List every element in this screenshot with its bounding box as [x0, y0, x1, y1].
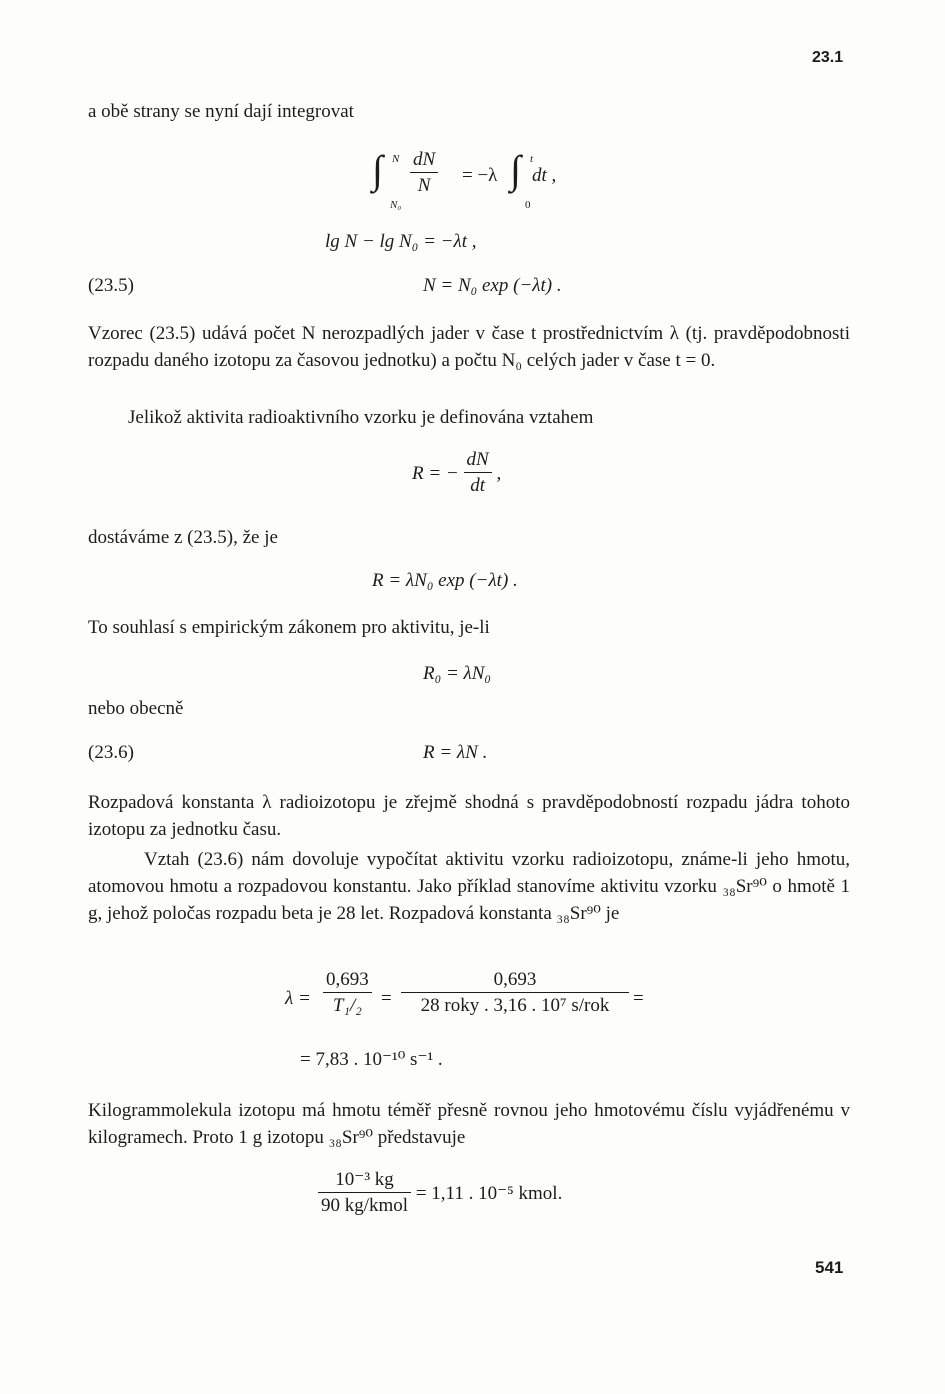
integral-sign-1: ∫: [372, 147, 383, 192]
equals-minus-lambda: = −λ: [462, 165, 498, 186]
paragraph-obecne: nebo obecně: [88, 698, 184, 719]
equation-label-23-5: (23.5): [88, 275, 134, 296]
equation-R-definition: R = − $\frac{dN}{dt}$ ,: [412, 449, 502, 496]
section-number: 23.1: [812, 49, 844, 66]
equation-lambda: [285, 968, 665, 1030]
integral-1-lower: N₀: [390, 199, 402, 211]
lambda-end-equals: =: [633, 988, 644, 1009]
lambda-mid-equals: =: [381, 988, 392, 1009]
page-number: 541: [815, 1258, 844, 1277]
equation-label-23-6: (23.6): [88, 742, 134, 763]
paragraph-kilogrammolekula: Kilogrammolekula izotopu má hmotu téměř přesně rovnou jeho hmotovému číslu vyjádřenému v kilogramech. Proto 1 g izotopu ₃₈Sr⁹⁰ představuje: [88, 1100, 850, 1148]
equation-kmol: $\frac{\text{10⁻³ kg}}{\text{90 kg/kmol}}$ = 1,11 . 10⁻⁵ kmol.: [318, 1168, 562, 1226]
fraction-dN-N: $\frac{dN}{N}$: [410, 148, 438, 199]
integral-sign-2: ∫: [510, 147, 521, 192]
paragraph-integrate: a obě strany se nyní dají integrovat: [88, 101, 354, 122]
paragraph-jelikoz: Jelikož aktivita radioaktivního vzorku je definována vztahem: [128, 407, 594, 428]
paragraph-dostavame: dostáváme z (23.5), že je: [88, 527, 278, 548]
equation-integral: [372, 142, 632, 211]
integral-1-upper: N: [392, 153, 400, 165]
fraction-half-life: $\frac{0,693}{\text{T₁/₂}}$: [323, 968, 372, 1019]
paragraph-rozpadova: Rozpadová konstanta λ radioizotopu je zřejmě shodná s pravděpodobností rozpadu jádra tohoto izotopu za jednotku času.: [88, 792, 850, 840]
fraction-numeric: 0,693 28 roky . 3,16 . 10⁷ s/rok: [401, 968, 629, 1019]
lambda-lhs: λ =: [285, 988, 311, 1009]
paragraph-vzorec: Vzorec (23.5) udává počet N nerozpadlých jader v čase t prostřednictvím λ (tj. pravděpodobnosti rozpadu daného izotopu za časovou jednotku) a počtu N₀ celých jader v čase t = 0.: [88, 323, 850, 371]
equation-23-6: R = λN .: [423, 742, 488, 763]
equation-lambda-result: = 7,83 . 10⁻¹⁰ s⁻¹ .: [300, 1049, 443, 1070]
integral-2-lower: 0: [525, 199, 531, 211]
paragraph-souhlasi: To souhlasí s empirickým zákonem pro aktivitu, je-li: [88, 617, 490, 638]
equation-R-exp: R = λN₀ exp (−λt) .: [372, 570, 518, 591]
integral-2-body: dt ,: [532, 165, 557, 186]
equation-23-5: N = N₀ exp (−λt) .: [423, 275, 562, 296]
integral-2-upper: t: [530, 153, 534, 165]
equation-R0: R₀ = λN₀: [423, 663, 492, 684]
paragraph-vztah: Vztah (23.6) nám dovoluje vypočítat aktivitu vzorku radioizotopu, známe-li jeho hmotu, atomovou hmotu a rozpadovou konstantu. Jako příklad stanovíme aktivitu vzorku ₃₈Sr⁹⁰ o hmotě 1 g, jehož poločas rozpadu beta je 28 let. Rozpadová konstanta ₃₈Sr⁹⁰ je: [88, 849, 850, 924]
equation-log: lg N − lg N₀ = −λt ,: [325, 231, 477, 252]
